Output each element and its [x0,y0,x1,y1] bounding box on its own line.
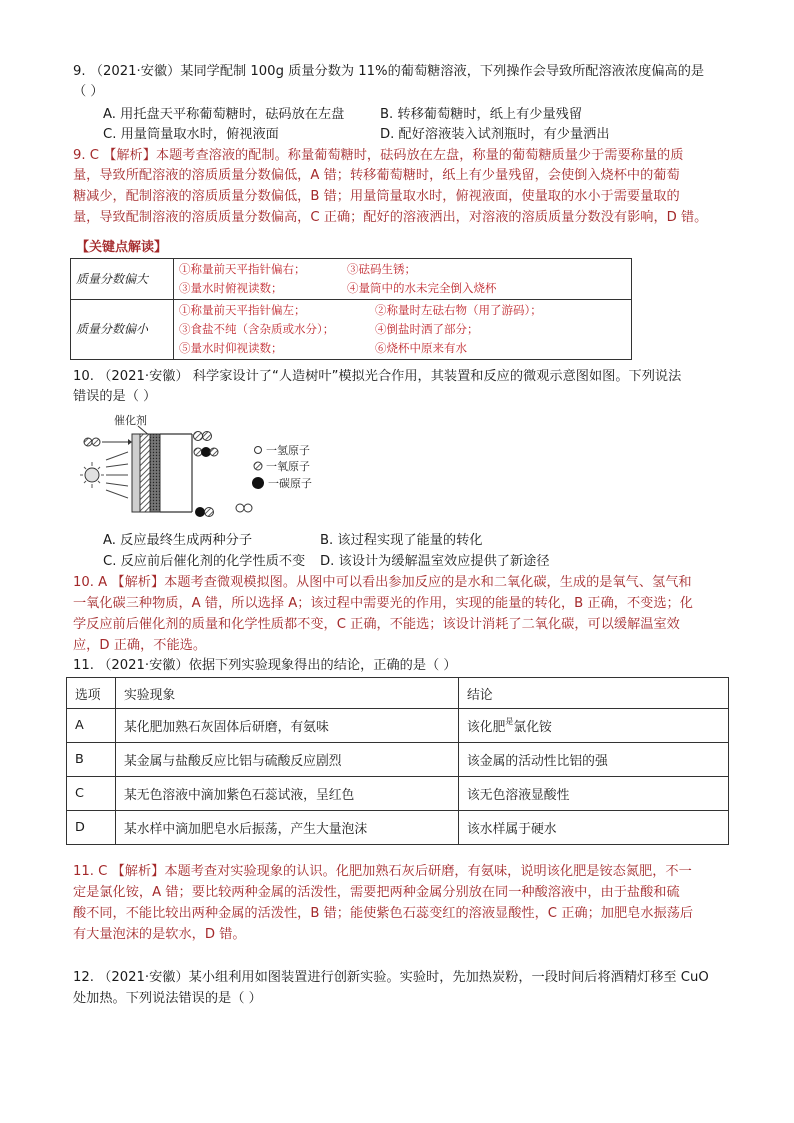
table-cell-option: B [67,743,116,777]
q9-answer-line2: 量，导致所配溶液的溶质质量分数偏低，A 错；转移葡萄糖时，纸上有少量残留，会使倒入烧杯中的葡萄 [73,168,680,183]
legend-oxygen: 一氧原子 [266,460,310,473]
q10-answer-line1: 10. A 【解析】本题考查微观模拟图。从图中可以看出参加反应的是水和二氧化碳，生成的是氧气、氢气和 [73,575,692,590]
table-row [67,811,729,845]
q9-answer-line4: 量，导致配制溶液的溶质质量分数偏高，C 正确；配好的溶液洒出，对溶液的溶质质量分数没有影响，D 错。 [73,210,708,225]
table-cell-conclusion: 该金属的活动性比铝的强 [459,743,729,777]
legend-hydrogen: 一氢原子 [266,444,310,457]
table-cell-conclusion: 该水样属于硬水 [459,811,729,845]
sun-icon [80,462,104,488]
q11-answer-line3: 酸不同，不能比较出两种金属的活泼性，B 错；能使紫色石蕊变红的溶液显酸性，C 正确；加肥皂水振荡后 [73,906,694,921]
q9-stem-line1: 9. （2021·安徽）某同学配制 100g 质量分数为 11%的葡萄糖溶液，下列操作会导致所配溶液浓度偏高的是 [73,64,705,79]
key-points-table [70,258,632,360]
q9-option-b: B. 转移葡萄糖时，纸上有少量残留 [380,107,583,122]
table-cell-option: A [67,709,116,743]
table-cell-phenomenon: 某化肥加熟石灰固体后研磨，有氨味 [116,709,459,743]
table-cell-conclusion: 该无色溶液显酸性 [459,777,729,811]
table-cell-phenomenon: 某无色溶液中滴加紫色石蕊试液，呈红色 [116,777,459,811]
key-point-item: ②称量时左砝右物（用了游码）； [375,303,542,317]
key-point-item: ③量水时俯视读数； [179,281,283,295]
q10-option-a: A. 反应最终生成两种分子 [103,533,253,548]
legend-carbon: 一碳原子 [268,477,312,490]
conclusion-superscript: 是 [505,717,514,726]
q12-stem-line1: 12. （2021·安徽）某小组利用如图装置进行创新实验。实验时，先加热炭粉，一段时间后将酒精灯移至 CuO [73,970,709,985]
catalyst-layer-mid [140,434,150,512]
q11-answer-line2: 定是氯化铵，A 错；要比较两种金属的活泼性，需要把两种金属分别放在同一种酸溶液中，由于盐酸和硫 [73,885,680,900]
q11-answer-line4: 有大量泡沫的是软水，D 错。 [73,927,246,942]
key-point-item: ④量筒中的水未完全倒入烧杯 [347,281,497,295]
conclusion-part: 氯化铵 [513,720,552,735]
conclusion-part: 该化肥 [467,720,506,735]
oxygen-molecule [194,432,212,441]
key-point-item: ⑤量水时仰视读数； [179,341,283,355]
table-cell-option: D [67,811,116,845]
table-row [67,709,729,743]
key-points-row-head: 质量分数偏大 [71,259,174,300]
q10-stem-line2: 错误的是（ ） [73,389,157,404]
co-molecule [195,507,214,517]
key-points-row-head: 质量分数偏小 [71,300,174,360]
q11-experiment-table [66,677,729,845]
co2-molecule [194,447,218,457]
key-point-item: ①称量前天平指针偏右； [179,262,306,276]
table-cell-conclusion [459,709,729,743]
table-header-conclusion: 结论 [459,678,729,709]
arrow-head-icon [128,439,132,445]
light-rays [106,452,128,498]
table-cell-option: C [67,777,116,811]
q10-answer-line2: 一氧化碳三种物质，A 错，所以选择 A；该过程中需要光的作用，实现的能量的转化，B 正确，不变选；化 [73,596,693,611]
hydrogen-atom-icon [255,447,262,454]
q9-option-c: C. 用量筒量取水时，俯视液面 [103,127,279,142]
key-point-item: ③砝码生锈； [347,262,416,276]
q10-answer-line3: 学反应前后催化剂的质量和化学性质都不变，C 正确，不能选；该设计消耗了二氧化碳，可以缓解温室效 [73,617,680,632]
key-points-title: 【关键点解读】 [76,240,168,255]
q10-option-b: B. 该过程实现了能量的转化 [320,533,483,548]
q10-option-c: C. 反应前后催化剂的化学性质不变 [103,554,306,569]
key-point-item: ④倒盐时洒了部分； [375,322,479,336]
table-header-option: 选项 [67,678,116,709]
q9-stem-line2: （ ） [73,84,104,99]
hydrogen-molecule [236,504,252,512]
key-points-row [71,259,632,300]
q11-answer-line1: 11. C 【解析】本题考查对实验现象的认识。化肥加熟石灰后研磨，有氨味，说明该化肥是铵态氮肥，不一 [73,864,692,879]
catalyst-layer-left [132,434,140,512]
q10-option-d: D. 该设计为缓解温室效应提供了新途径 [320,554,550,569]
oxygen-atom-icon [254,462,262,470]
key-point-item: ⑥烧杯中原来有水 [375,341,467,355]
key-points-row-items [174,259,632,300]
artificial-leaf-diagram [80,412,340,522]
q9-answer-line1: 9. C 【解析】本题考查溶液的配制。称量葡萄糖时，砝码放在左盘，称量的葡萄糖质量少于需要称量的质 [73,148,684,163]
table-header-phenomenon: 实验现象 [116,678,459,709]
q9-option-d: D. 配好溶液装入试剂瓶时，有少量洒出 [380,127,610,142]
key-point-item: ③食盐不纯（含杂质或水分）； [179,322,335,336]
table-cell-phenomenon: 某水样中滴加肥皂水后振荡，产生大量泡沫 [116,811,459,845]
q11-stem-line1: 11. （2021·安徽）依据下列实验现象得出的结论，正确的是（ ） [73,658,457,673]
carbon-atom-icon [252,477,264,489]
q10-stem-line1: 10. （2021·安徽） 科学家设计了“人造树叶”模拟光合作用，其装置和反应的微观示意图如图。下列说法 [73,369,682,384]
table-row [67,777,729,811]
key-points-row-items [174,300,632,360]
catalyst-label: 催化剂 [114,414,147,427]
q12-stem-line2: 处加热。下列说法错误的是（ ） [73,991,262,1006]
q9-option-a: A. 用托盘天平称葡萄糖时，砝码放在左盘 [103,107,345,122]
q10-answer-line4: 应，D 正确，不能选。 [73,638,207,653]
table-cell-phenomenon: 某金属与盐酸反应比铝与硫酸反应剧烈 [116,743,459,777]
table-row [67,743,729,777]
key-point-item: ①称量前天平指针偏左； [179,303,306,317]
q9-answer-line3: 糖减少，配制溶液的溶质质量分数偏低，B 错；用量筒量取水时，俯视液面，使量取的水小于需要量取的 [73,189,680,204]
figure-legend [252,443,312,490]
table-header-row [67,678,729,709]
water-molecule [84,438,100,446]
key-points-row [71,300,632,360]
catalyst-layer-right [150,434,160,512]
